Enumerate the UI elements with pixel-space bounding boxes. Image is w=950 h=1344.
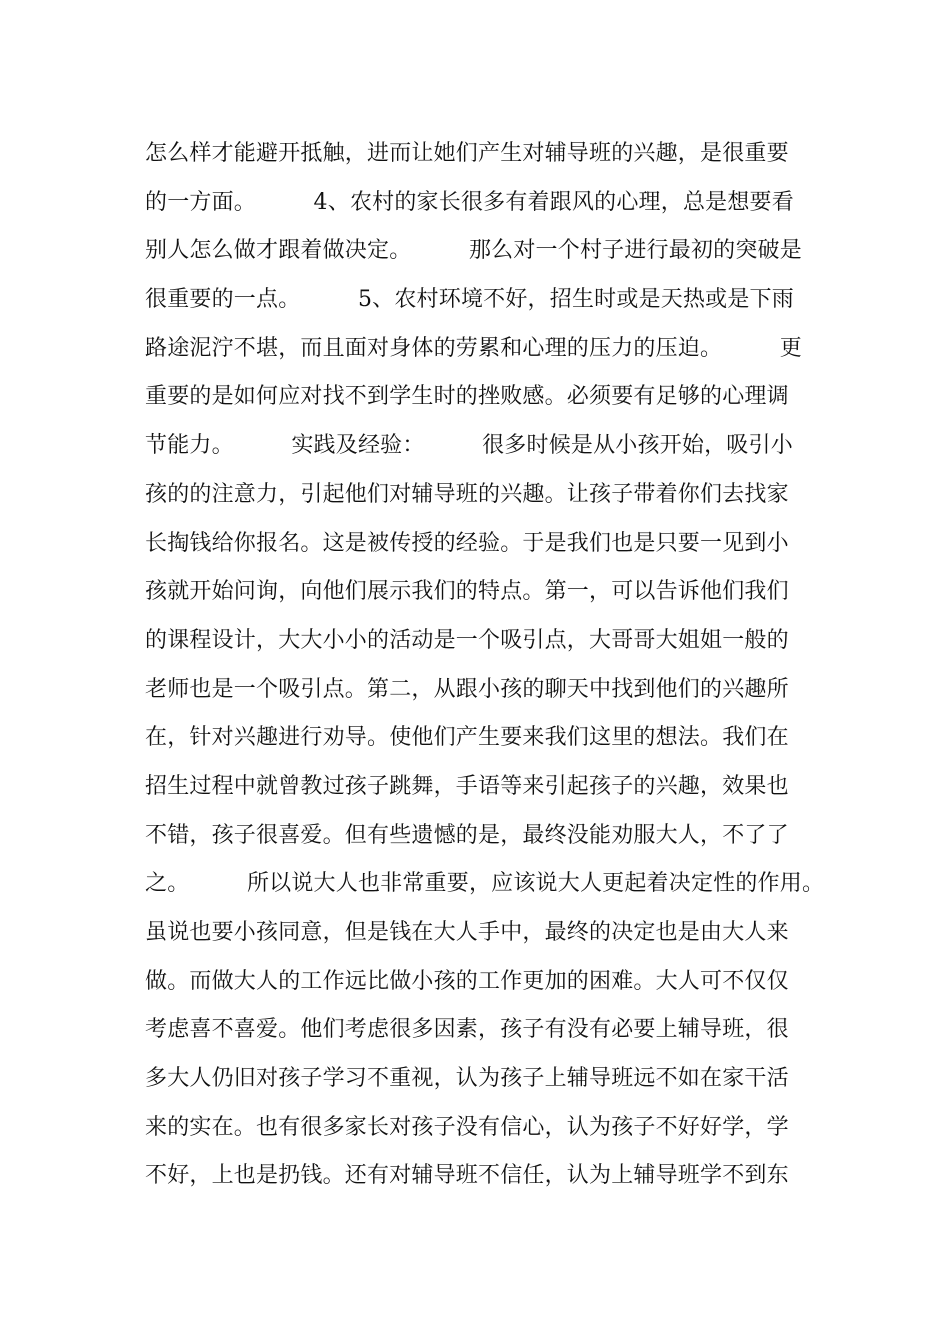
text-line: 的一方面。 4、农村的家长很多有着跟风的心理，总是想要看 xyxy=(145,189,794,215)
text-line: 虽说也要小孩同意，但是钱在大人手中，最终的决定也是由大人来 xyxy=(145,920,789,945)
text-line: 之。 所以说大人也非常重要，应该说大人更起着决定性的作用。 xyxy=(145,871,825,897)
text-line: 在，针对兴趣进行劝导。使他们产生要来我们这里的想法。我们在 xyxy=(145,725,789,751)
text-line: 不好，上也是扔钱。还有对辅导班不信任，认为上辅导班学不到东 xyxy=(145,1163,789,1189)
text-line: 多大人仍旧对孩子学习不重视，认为孩子上辅导班远不如在家干活 xyxy=(145,1066,789,1092)
text-line: 做。而做大人的工作远比做小孩的工作更加的困难。大人可不仅仅 xyxy=(145,968,789,994)
text-line: 路途泥泞不堪，而且面对身体的劳累和心理的压力的压迫。 更 xyxy=(145,335,802,361)
text-line: 别人怎么做才跟着做决定。 那么对一个村子进行最初的突破是 xyxy=(145,238,802,264)
text-line: 长掏钱给你报名。这是被传授的经验。于是我们也是只要一见到小 xyxy=(145,530,789,556)
text-line: 节能力。 实践及经验： 很多时候是从小孩开始，吸引小 xyxy=(145,433,793,459)
text-line: 考虑喜不喜爱。他们考虑很多因素，孩子有没有必要上辅导班，很 xyxy=(145,1017,789,1043)
text-line: 很重要的一点。 5、农村环境不好，招生时或是天热或是下雨 xyxy=(145,287,794,313)
text-line: 来的实在。也有很多家长对孩子没有信心，认为孩子不好好学，学 xyxy=(145,1114,789,1140)
text-line: 怎么样才能避开抵触，进而让她们产生对辅导班的兴趣，是很重要 xyxy=(145,141,789,166)
text-line: 的课程设计，大大小小的活动是一个吸引点，大哥哥大姐姐一般的 xyxy=(145,627,789,653)
text-line: 招生过程中就曾教过孩子跳舞，手语等来引起孩子的兴趣，效果也 xyxy=(145,773,789,799)
text-line: 重要的是如何应对找不到学生时的挫败感。必须要有足够的心理调 xyxy=(145,384,789,410)
text-line: 老师也是一个吸引点。第二，从跟小孩的聊天中找到他们的兴趣所 xyxy=(145,676,789,702)
text-line: 孩就开始问询，向他们展示我们的特点。第一，可以告诉他们我们 xyxy=(145,579,789,605)
body-text xyxy=(145,130,835,1201)
text-line: 不错，孩子很喜爱。但有些遗憾的是，最终没能劝服大人，不了了 xyxy=(145,822,789,848)
text-line: 孩的的注意力，引起他们对辅导班的兴趣。让孩子带着你们去找家 xyxy=(145,481,789,507)
